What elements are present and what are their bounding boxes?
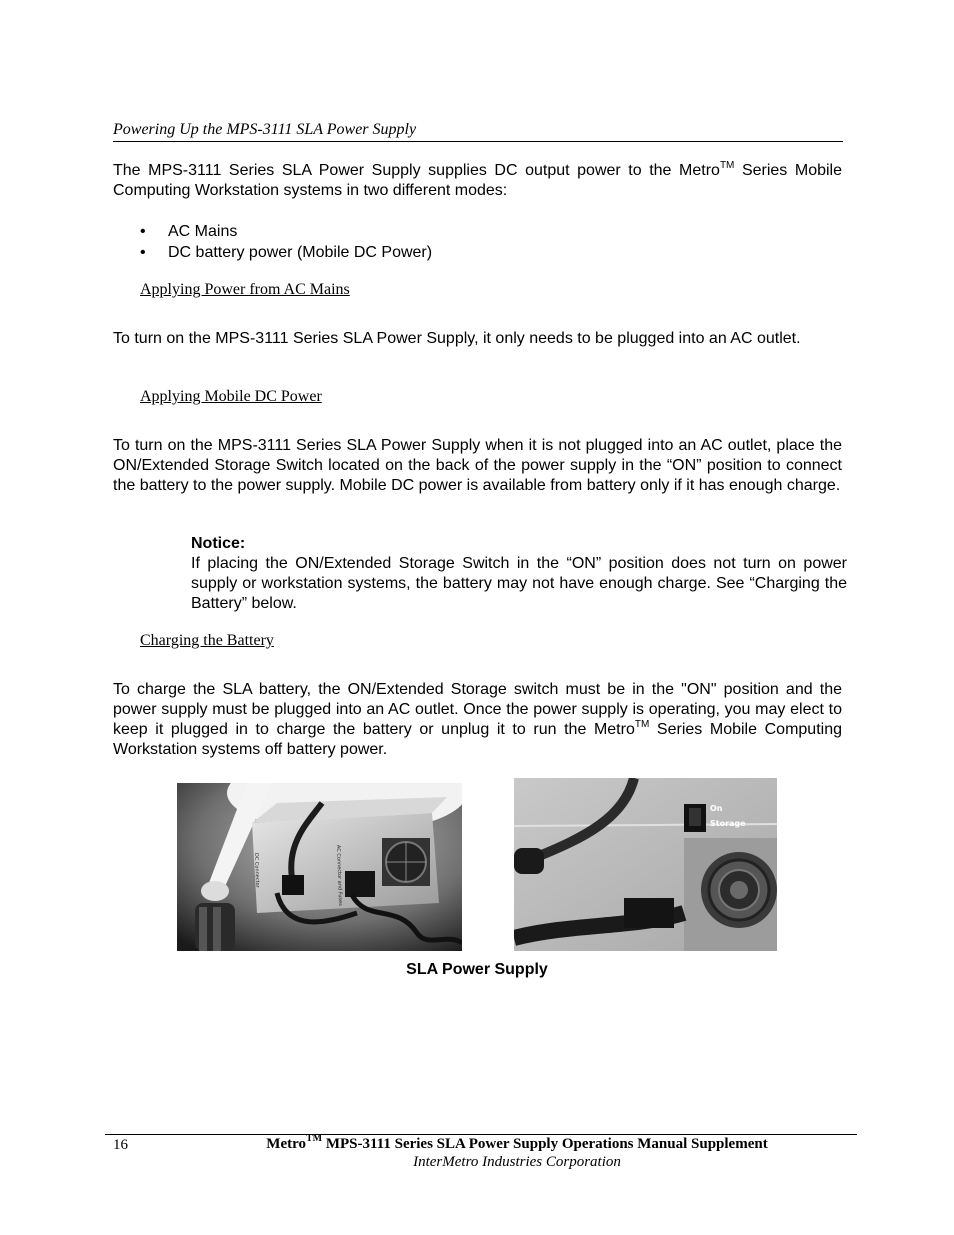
notice-box (191, 534, 847, 614)
footer-divider (105, 1134, 857, 1135)
list-item: • DC battery power (Mobile DC Power) (140, 242, 432, 263)
ac-connector-label: AC Connector and Fuses (335, 844, 344, 906)
charging-text: To charge the SLA battery, the ON/Extended Storage switch must be in the "ON" position and the power supply must be plugged into an AC outlet. Once the power supply is operating, you may elect to keep it plugged in to charge the battery or unplug it to run the Metro (113, 681, 842, 738)
intro-text: The MPS-3111 Series SLA Power Supply supplies DC output power to the Metro (113, 162, 720, 179)
charging-text-cont: Series Mobile Computing Workstation systems off battery power. (113, 721, 842, 758)
power-supply-photo-left (177, 783, 462, 951)
notice-text: If placing the ON/Extended Storage Switch in the “ON” position does not turn on power supply or workstation systems, the battery may not have enough charge. See “Charging the Battery” below. (191, 555, 847, 612)
switch-storage-label: Storage (710, 819, 746, 828)
switch-on-label: On (710, 804, 723, 813)
footer-title (0, 1133, 954, 1153)
ac-mains-heading: Applying Power from AC Mains (140, 281, 350, 298)
trademark-mark: TM (634, 719, 650, 730)
intro-text-cont: Series Mobile Computing Workstation systems in two different modes: (113, 162, 843, 199)
mobile-dc-paragraph: To turn on the MPS-3111 Series SLA Power Supply when it is not plugged into an AC outlet, place the ON/Extended Storage Switch located on the back of the power supply in the “ON” position to connect the battery to the power supply. Mobile DC power is available from battery only if it has enough charge. (113, 437, 842, 494)
power-supply-photo-right (514, 778, 777, 951)
intro-paragraph (113, 161, 842, 201)
photo-left-image (177, 783, 462, 951)
charging-heading: Charging the Battery (140, 632, 274, 649)
list-item: • AC Mains (140, 221, 432, 242)
notice-title: Notice: (191, 535, 246, 552)
dc-connector-label: DC Connector (253, 852, 261, 888)
trademark-mark: TM (719, 160, 735, 171)
figure-caption: SLA Power Supply (406, 961, 548, 978)
charging-paragraph (113, 680, 842, 760)
page-number: 16 (113, 1137, 128, 1153)
footer-company: InterMetro Industries Corporation (413, 1154, 621, 1170)
section-heading: Powering Up the MPS-3111 SLA Power Supply (113, 121, 843, 142)
trademark-mark: TM (305, 1133, 323, 1144)
mobile-dc-heading: Applying Mobile DC Power (140, 388, 322, 405)
modes-list (140, 221, 432, 263)
ac-mains-paragraph: To turn on the MPS-3111 Series SLA Power Supply, it only needs to be plugged into an AC outlet. (113, 330, 801, 347)
photo-right-image (514, 778, 777, 951)
footer-title-text: MPS-3111 Series SLA Power Supply Operations Manual Supplement (322, 1136, 768, 1152)
footer-brand: Metro (266, 1136, 306, 1152)
